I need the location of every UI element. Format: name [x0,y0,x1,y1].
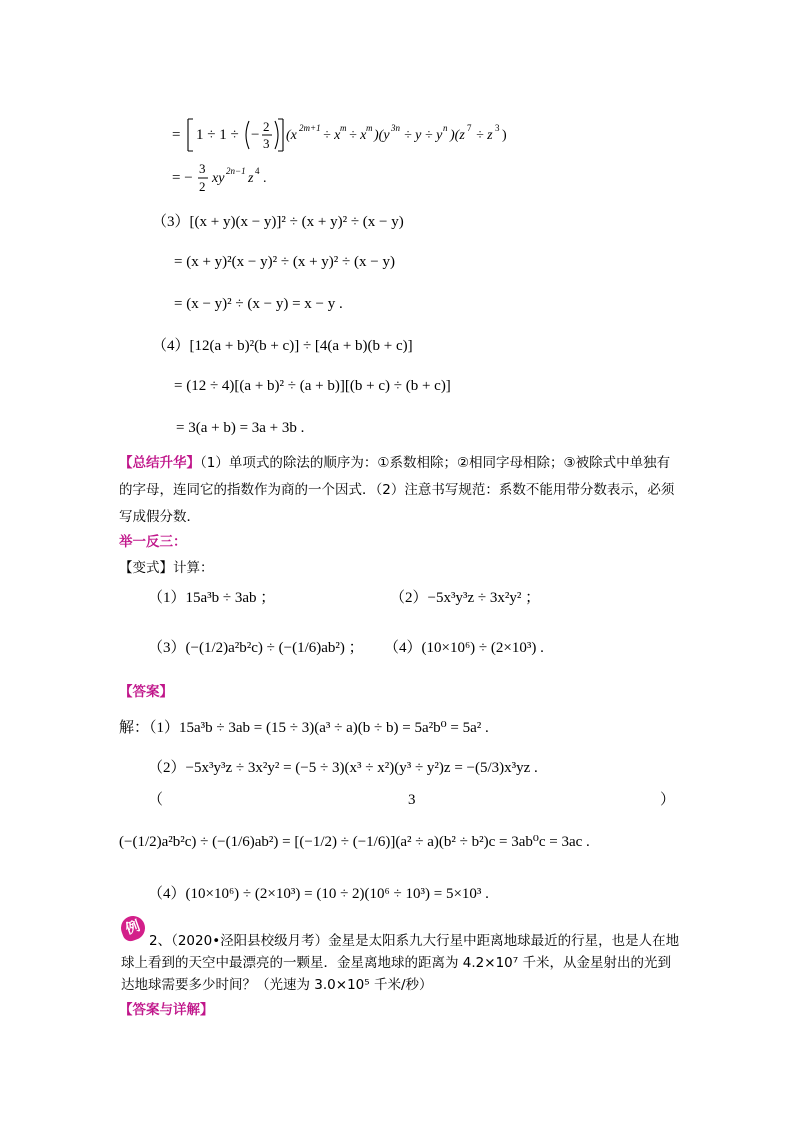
svg-text:÷ x: ÷ x [323,128,341,143]
svg-text:)(z: )(z [450,128,465,143]
practice-4: （4）(10×10⁶) ÷ (2×10³) . [384,640,544,656]
svg-text:=: = [172,127,181,143]
answer-3: (−(1/2)a²b²c) ÷ (−(1/6)ab²) = [(−1/2) ÷ (−1/6)](a² ÷ a)(b² ÷ b²)c = 3ab⁰c = 3ac . [119,834,590,850]
practice-1: （1）15a³b ÷ 3ab ； [148,590,276,606]
example-badge: 例 [118,913,149,944]
math-line-4: = (x + y)²(x − y)² ÷ (x + y)² ÷ (x − y) [174,254,395,270]
svg-text:= −: = − [172,170,193,186]
answer-3-close: ） [660,792,676,808]
example2-body: 2、（2020•泾阳县校级月考）金星是太阳系九大行星中距离地球最近的行星，也是人在地球上看到的天空中最漂亮的一颗星．金星离地球的距离为 4.2×10⁷ 千米，从金星射出的光到达地球需要多少时间？（光速为 3.0×10⁵ 千米/秒） [121,933,680,993]
math-line-8: = 3(a + b) = 3a + 3b . [176,420,305,436]
svg-text:4: 4 [255,166,260,176]
svg-text:xy: xy [212,171,225,186]
variant-line [119,558,214,578]
formula-1 [172,115,532,155]
svg-text:3n: 3n [391,123,400,133]
summary-text: （1）单项式的除法的顺序为：①系数相除；②相同字母相除；③被除式中单独有的字母，连同它的指数作为商的一个因式．（2）注意书写规范：系数不能用带分数表示，必须写成假分数． [119,455,675,525]
svg-text:3: 3 [199,161,206,176]
svg-text:÷ y ÷ y: ÷ y ÷ y [404,128,443,143]
svg-text:m: m [340,123,347,133]
example2-text [121,930,681,996]
answer-4: （4）(10×10⁶) ÷ (2×10³) = (10 ÷ 2)(10⁶ ÷ 10³) = 5×10³ . [148,886,489,902]
math-line-3: （3）[(x + y)(x − y)]² ÷ (x + y)² ÷ (x − y) [152,214,404,230]
svg-text:1 ÷ 1 ÷: 1 ÷ 1 ÷ [196,127,239,143]
svg-text:7: 7 [467,123,472,133]
answer-2: （2）−5x³y³z ÷ 3x²y² = (−5 ÷ 3)(x³ ÷ x²)(y³ ÷ y²)z = −(5/3)x³yz . [148,760,538,776]
answer-detail-label: 【答案与详解】 [119,1002,214,1018]
answer-1: 解：（1）15a³b ÷ 3ab = (15 ÷ 3)(a³ ÷ a)(b ÷ b) = 5a²b⁰ = 5a² . [119,720,489,736]
practice-3: （3）(−(1/2)a²b²c) ÷ (−(1/6)ab²) ； [148,640,364,656]
svg-text:2n−1: 2n−1 [226,166,246,176]
svg-text:2: 2 [263,119,270,134]
svg-text:.: . [263,171,267,186]
math-line-2 [172,160,292,196]
svg-text:): ) [502,128,507,143]
svg-text:)(y: )(y [374,128,390,143]
svg-text:3: 3 [263,136,270,151]
math-line-5: = (x − y)² ÷ (x − y) = x − y . [174,296,343,312]
math-line-6: （4）[12(a + b)²(b + c)] ÷ [4(a + b)(b + c)] [152,338,413,354]
svg-text:(x: (x [286,128,297,143]
practice-2: （2）−5x³y³z ÷ 3x²y² ； [390,590,541,606]
summary-label: 【总结升华】 [119,455,200,471]
variant-label: 【变式】 [119,560,173,576]
svg-text:÷ x: ÷ x [349,128,367,143]
svg-text:m: m [366,123,373,133]
answer-3-num: 3 [408,792,416,808]
svg-text:÷ z: ÷ z [476,128,493,143]
svg-text:n: n [443,123,448,133]
svg-text:2: 2 [199,179,206,194]
practice-heading: 举一反三： [119,534,187,550]
answer-3-open: （ [148,792,164,808]
svg-text:2m+1: 2m+1 [299,123,321,133]
math-line-7: = (12 ÷ 4)[(a + b)² ÷ (a + b)][(b + c) ÷ (b + c)] [174,378,451,394]
svg-text:−: − [251,127,260,143]
variant-text: 计算： [173,560,214,576]
math-line-1 [172,115,532,155]
answer-label: 【答案】 [119,684,173,700]
summary-paragraph [119,450,679,531]
svg-text:z: z [248,171,254,186]
formula-2 [172,160,292,196]
svg-text:3: 3 [495,123,500,133]
